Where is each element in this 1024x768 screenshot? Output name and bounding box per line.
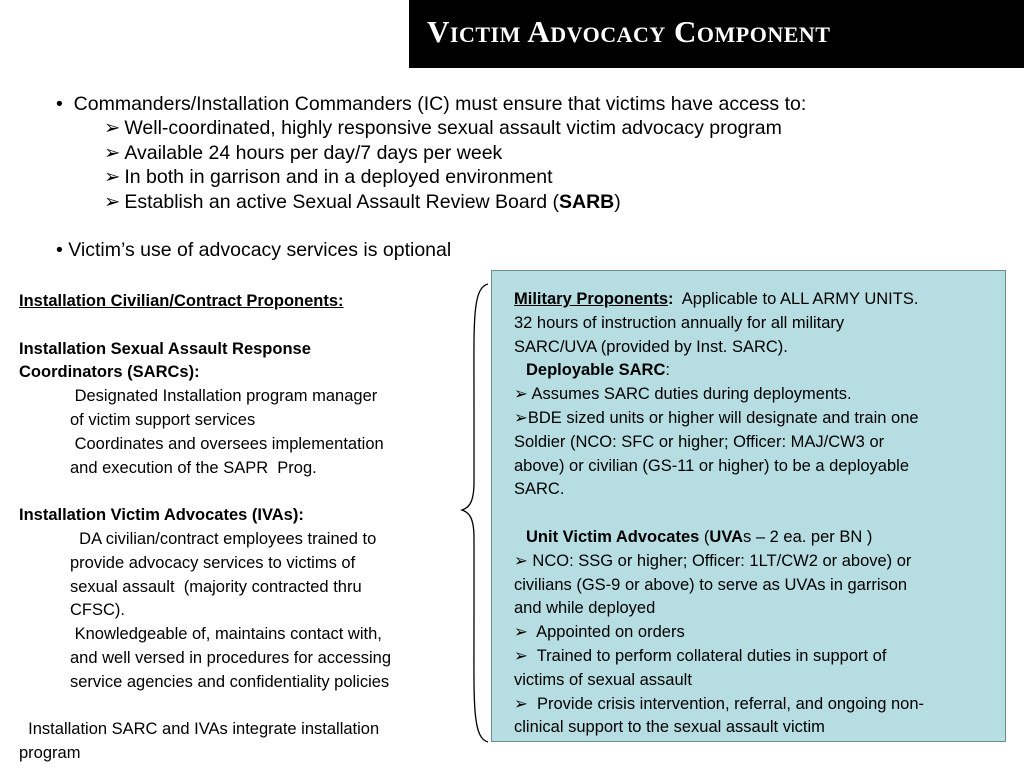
- deployable-line: ➢ Assumes SARC duties during deployments.: [514, 385, 852, 404]
- uva-line: ➢ Provide crisis intervention, referral, and ongoing non-: [514, 694, 925, 713]
- sarc-heading-line-1: Installation Sexual Assault Response: [19, 339, 311, 358]
- military-heading-line: [514, 288, 1009, 312]
- deployable-line: SARC.: [514, 480, 565, 499]
- arrow-bullet-icon: ➢: [104, 166, 121, 188]
- deployable-line: above) or civilian (GS-11 or higher) to be a deployable: [514, 456, 909, 475]
- uva-line: ➢ Trained to perform collateral duties in support of: [514, 646, 887, 665]
- sub-bullet-text-end: ): [614, 191, 621, 213]
- uva-line: civilians (GS-9 or above) to serve as UVAs in garrison: [514, 575, 908, 594]
- uva-line: victims of sexual assault: [514, 670, 692, 689]
- sub-bullet-2: [104, 141, 502, 166]
- sarc-line: of victim support services: [70, 410, 256, 429]
- uva-line: clinical support to the sexual assault victim: [514, 718, 825, 737]
- military-applicability: Applicable to ALL ARMY UNITS.: [673, 290, 919, 308]
- arrow-bullet-icon: ➢: [104, 191, 121, 213]
- uva-heading: Unit Victim Advocates: [526, 527, 700, 546]
- iva-line: CFSC).: [70, 601, 125, 620]
- uva-acronym: UVA: [709, 527, 744, 546]
- deployable-colon: :: [665, 361, 670, 380]
- uva-line: ➢ Appointed on orders: [514, 623, 685, 642]
- bullet-commanders: [56, 92, 806, 117]
- iva-line: service agencies and confidentiality policies: [70, 672, 390, 691]
- iva-heading: Installation Victim Advocates (IVAs):: [19, 506, 304, 525]
- sub-bullet-text: Well-coordinated, highly responsive sexual assault victim advocacy program: [124, 117, 782, 139]
- sub-bullet-text: In both in garrison and in a deployed environment: [124, 166, 553, 188]
- uva-count: s – 2 ea. per BN ): [743, 527, 873, 546]
- arrow-bullet-icon: ➢: [104, 117, 121, 139]
- iva-line: sexual assault (majority contracted thru: [70, 577, 362, 596]
- sub-bullet-1: [104, 116, 782, 141]
- iva-line: DA civilian/contract employees trained to: [70, 529, 377, 548]
- title-bar: [409, 0, 1024, 68]
- slide-title: Victim Advocacy Component: [427, 14, 831, 49]
- uva-line: and while deployed: [514, 599, 656, 618]
- sub-bullet-4: [104, 190, 621, 215]
- civilian-heading: Installation Civilian/Contract Proponents:: [19, 292, 344, 310]
- military-line: SARC/UVA (provided by Inst. SARC).: [514, 337, 788, 356]
- curly-brace-icon: [458, 282, 492, 744]
- sarb-acronym: SARB: [558, 191, 615, 213]
- iva-line: Knowledgeable of, maintains contact with,: [70, 625, 382, 644]
- sarc-line: and execution of the SAPR Prog.: [70, 458, 317, 477]
- uva-heading-line: [514, 526, 1009, 550]
- military-line: 32 hours of instruction annually for all military: [514, 313, 845, 332]
- sub-bullet-3: [104, 165, 553, 190]
- deployable-heading: Deployable SARC: [526, 361, 666, 380]
- uva-paren: (: [699, 527, 710, 546]
- bullet-commanders-text: Commanders/Installation Commanders (IC) must ensure that victims have access to:: [73, 93, 807, 115]
- bullet-optional: • Victim’s use of advocacy services is optional: [56, 239, 452, 261]
- iva-line: and well versed in procedures for accessing: [70, 648, 392, 667]
- uva-line: ➢ NCO: SSG or higher; Officer: 1LT/CW2 or above) or: [514, 551, 912, 570]
- military-heading: Military Proponents: [514, 290, 669, 308]
- deployable-line: Soldier (NCO: SFC or higher; Officer: MAJ/CW3 or: [514, 432, 885, 451]
- deployable-heading-line: [514, 359, 1009, 383]
- arrow-bullet-icon: ➢: [104, 142, 121, 164]
- sub-bullet-text: Available 24 hours per day/7 days per week: [124, 142, 503, 164]
- civilian-proponents-column: [19, 290, 464, 766]
- closing-line-2: program: [19, 744, 81, 763]
- deployable-line: ➢BDE sized units or higher will designate and train one: [514, 408, 919, 427]
- sarc-heading-line-2: Coordinators (SARCs):: [19, 363, 200, 382]
- sarc-line: Designated Installation program manager: [70, 387, 378, 406]
- closing-line-1: Installation SARC and IVAs integrate installation: [19, 720, 380, 739]
- military-heading-colon: :: [668, 290, 674, 308]
- iva-line: provide advocacy services to victims of: [70, 553, 356, 572]
- sub-bullet-text: Establish an active Sexual Assault Review Board (: [124, 191, 559, 213]
- military-proponents-box: [491, 270, 1006, 742]
- bullet-marker: •: [56, 93, 63, 115]
- sarc-line: Coordinates and oversees implementation: [70, 434, 384, 453]
